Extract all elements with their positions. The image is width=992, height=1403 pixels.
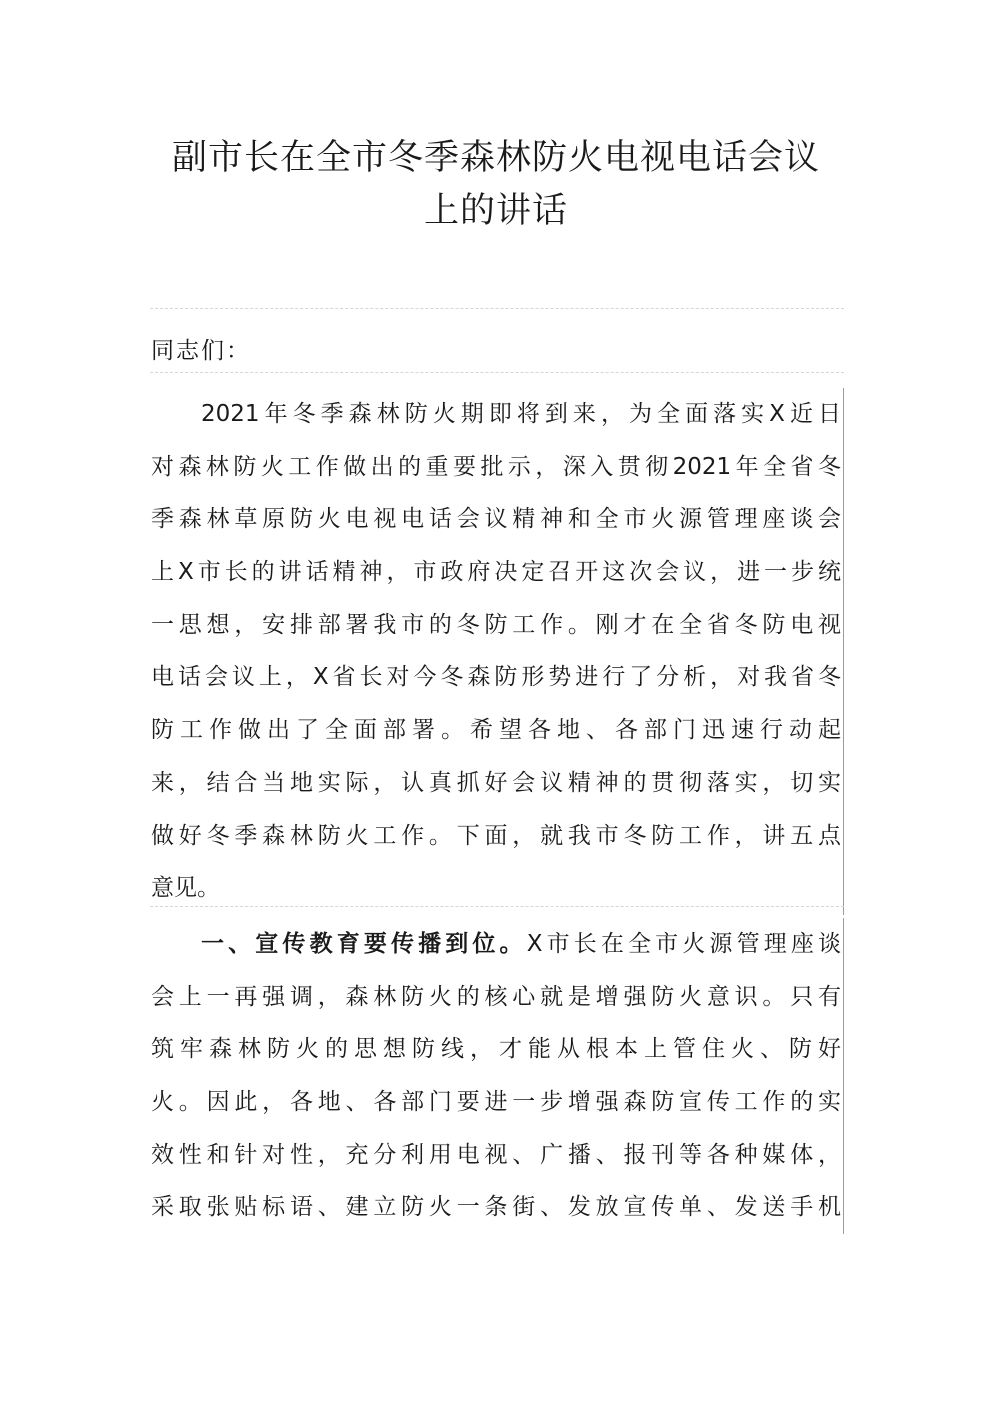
title-line-2: 上的讲话 xyxy=(423,191,568,231)
document-title xyxy=(150,132,842,238)
paragraph-line: 效性和针对性，充分利用电视、广播、报刊等各种媒体， xyxy=(151,1141,841,1168)
divider xyxy=(150,308,844,309)
paragraph-line xyxy=(151,918,841,971)
paragraph-line: 防工作做出了全面部署。希望各地、各部门迅速行动起 xyxy=(151,717,841,744)
paragraph-line: 筑牢森林防火的思想防线，才能从根本上管住火、防好 xyxy=(151,1036,841,1063)
greeting: 同志们： xyxy=(151,338,251,364)
paragraph-intro xyxy=(151,388,844,915)
title-line-1: 副市长在全市冬季森林防火电视电话会议 xyxy=(171,138,820,178)
paragraph-line: 上X市长的讲话精神，市政府决定召开这次会议，进一步统 xyxy=(151,559,841,586)
paragraph-line: 季森林草原防火电视电话会议精神和全市火源管理座谈会 xyxy=(151,506,841,533)
divider xyxy=(150,372,844,373)
paragraph-line: 2021年冬季森林防火期即将到来，为全面落实X近日 xyxy=(201,401,841,427)
paragraph-line: 会上一再强调，森林防火的核心就是增强防火意识。只有 xyxy=(151,983,841,1010)
paragraph-line: 做好冬季森林防火工作。下面，就我市冬防工作，讲五点 xyxy=(151,822,841,849)
paragraph-line: 电话会议上，X省长对今冬森防形势进行了分析，对我省冬 xyxy=(151,664,841,691)
divider xyxy=(150,906,844,907)
section-heading: 一、宣传教育要传播到位。 xyxy=(201,931,527,957)
paragraph-line: 火。因此，各地、各部门要进一步增强森防宣传工作的实 xyxy=(151,1089,841,1116)
paragraph-line: 采取张贴标语、建立防火一条街、发放宣传单、发送手机 xyxy=(151,1194,841,1221)
paragraph-line: 意见。 xyxy=(151,875,220,902)
paragraph-text: X市长在全市火源管理座谈 xyxy=(526,931,841,957)
paragraph-section-1 xyxy=(151,918,844,1234)
paragraph-line: 一思想，安排部署我市的冬防工作。刚才在全省冬防电视 xyxy=(151,611,841,638)
paragraph-line: 来，结合当地实际，认真抓好会议精神的贯彻落实，切实 xyxy=(151,769,841,796)
paragraph-line: 对森林防火工作做出的重要批示，深入贯彻2021年全省冬 xyxy=(151,453,841,480)
